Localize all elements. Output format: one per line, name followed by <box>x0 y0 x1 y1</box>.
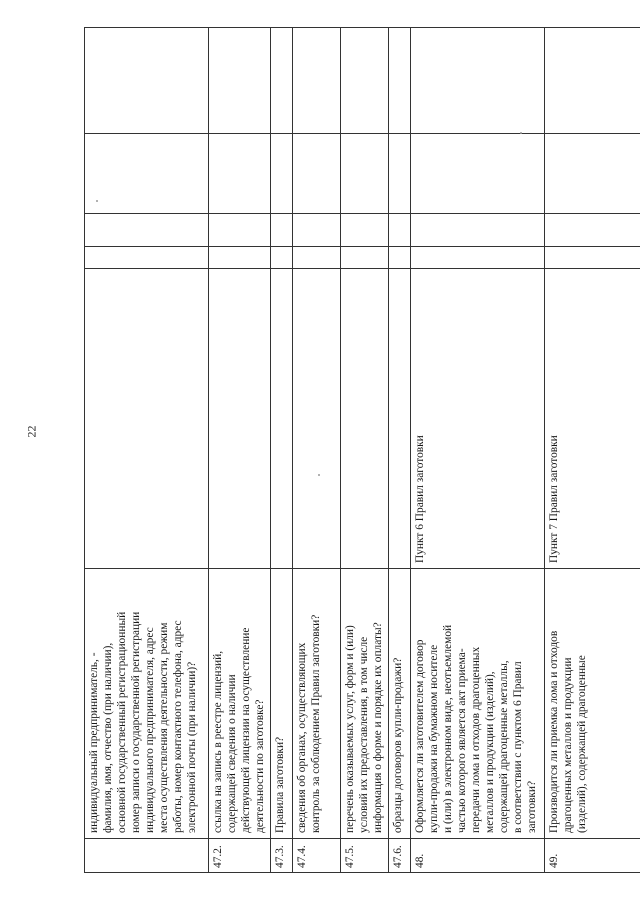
question-cell <box>411 569 545 839</box>
answer-cell-4 <box>389 28 411 134</box>
answer-cell-3 <box>209 134 271 214</box>
row-number: 49. <box>548 853 560 868</box>
answer-cell-4 <box>411 28 545 134</box>
table-row <box>270 28 293 873</box>
question-line: номер записи о государственной регистрации <box>130 611 142 833</box>
checklist-table <box>84 28 640 873</box>
table-row <box>340 28 389 873</box>
reference-cell <box>209 269 271 569</box>
question-cell <box>545 569 640 839</box>
question-line: работы, номер контактного телефона, адрес <box>172 620 184 833</box>
answer-cell-1 <box>85 247 209 269</box>
question-cell <box>341 569 389 839</box>
question-line: индивидуальный предприниматель, - <box>88 652 100 833</box>
question-line: металлов и продукции (изделий), <box>484 671 496 833</box>
question-line: перечень оказываемых услуг, форм и (или) <box>344 625 356 833</box>
reference-cell <box>545 269 640 569</box>
question-line: места осуществления деятельности, режим <box>158 622 170 833</box>
row-number <box>85 839 209 873</box>
table-row <box>208 28 271 873</box>
answer-cell-2 <box>209 214 271 247</box>
row-number: 48. <box>414 853 426 868</box>
scan-speck <box>96 200 98 202</box>
question-line: деятельности по заготовке? <box>254 699 266 833</box>
reference-cell <box>389 269 411 569</box>
answer-cell-2 <box>389 214 411 247</box>
question-line: частью которого является акт приема- <box>456 648 468 833</box>
question-line: контроль за соблюдением Правил заготовки? <box>310 614 322 833</box>
question-line: Производится ли приемка лома и отходов <box>548 630 560 833</box>
answer-cell-1 <box>389 247 411 269</box>
question-line: электронной почты (при наличии)? <box>186 661 198 833</box>
answer-cell-2 <box>293 214 341 247</box>
answer-cell-3 <box>293 134 341 214</box>
row-number: 47.6. <box>392 845 404 868</box>
answer-cell-3 <box>341 134 389 214</box>
answer-cell-1 <box>341 247 389 269</box>
scan-speck <box>318 474 320 476</box>
answer-cell-4 <box>293 28 341 134</box>
question-line: передачи лома и отходов драгоценных <box>470 646 482 833</box>
question-line: и (или) в электронном виде, неотъемлемой <box>442 624 454 833</box>
row-number: 47.4. <box>296 845 308 868</box>
question-line: образцы договоров купли-продажи? <box>392 657 404 833</box>
reference-cell <box>411 269 545 569</box>
answer-cell-1 <box>293 247 341 269</box>
answer-cell-2 <box>411 214 545 247</box>
question-cell <box>389 569 411 839</box>
table-row <box>410 28 545 873</box>
table-row <box>292 28 341 873</box>
answer-cell-4 <box>271 28 293 134</box>
answer-cell-1 <box>545 247 640 269</box>
answer-cell-1 <box>209 247 271 269</box>
table-row <box>84 28 209 873</box>
answer-cell-1 <box>411 247 545 269</box>
table-row <box>388 28 411 873</box>
question-line: в соответствии с пунктом 6 Правил <box>512 661 524 833</box>
question-line: информация о форме и порядке их оплаты? <box>372 622 384 833</box>
question-line: ссылка на запись в реестре лицензий, <box>212 650 224 833</box>
row-number: 47.5. <box>344 845 356 868</box>
answer-cell-2 <box>545 214 640 247</box>
question-line: драгоценных металлов и продукции <box>562 657 574 833</box>
reference-line: Пункт 6 Правил заготовки <box>414 435 426 563</box>
answer-cell-4 <box>545 28 640 134</box>
question-line: содержащей сведения о наличии <box>226 674 238 833</box>
question-cell <box>209 569 271 839</box>
scan-speck <box>520 132 522 134</box>
reference-line: Пункт 7 Правил заготовки <box>548 435 560 563</box>
answer-cell-4 <box>85 28 209 134</box>
question-cell <box>293 569 341 839</box>
question-line: сведения об органах, осуществляющих <box>296 642 308 833</box>
question-line: действующей лицензии на осуществление <box>240 627 252 833</box>
answer-cell-2 <box>341 214 389 247</box>
table-row <box>544 28 640 873</box>
question-line: индивидуального предпринимателя, адрес <box>144 627 156 833</box>
question-line: содержащей драгоценные металлы, <box>498 660 510 833</box>
question-line: фамилия, имя, отчество (при наличии), <box>102 642 114 833</box>
question-cell <box>85 569 209 839</box>
question-line: заготовки? <box>526 780 538 833</box>
answer-cell-3 <box>545 134 640 214</box>
reference-cell <box>341 269 389 569</box>
reference-cell <box>293 269 341 569</box>
reference-cell <box>85 269 209 569</box>
row-number: 47.3. <box>274 845 286 868</box>
answer-cell-3 <box>271 134 293 214</box>
answer-cell-1 <box>271 247 293 269</box>
answer-cell-2 <box>271 214 293 247</box>
question-line: основной государственный регистрационный <box>116 611 128 833</box>
reference-cell <box>271 269 293 569</box>
row-number: 47.2. <box>212 845 224 868</box>
answer-cell-4 <box>209 28 271 134</box>
question-cell <box>271 569 293 839</box>
question-line: Правила заготовки? <box>274 736 286 833</box>
question-line: (изделий), содержащей драгоценные <box>576 655 588 833</box>
answer-cell-4 <box>341 28 389 134</box>
page-number: 22 <box>24 425 39 438</box>
answer-cell-3 <box>411 134 545 214</box>
question-line: условий их предоставления, в том числе <box>358 636 370 833</box>
answer-cell-3 <box>85 134 209 214</box>
question-line: купли-продажи на бумажном носителе <box>428 644 440 833</box>
answer-cell-3 <box>389 134 411 214</box>
question-line: Оформляется ли заготовителем договор <box>414 639 426 833</box>
answer-cell-2 <box>85 214 209 247</box>
